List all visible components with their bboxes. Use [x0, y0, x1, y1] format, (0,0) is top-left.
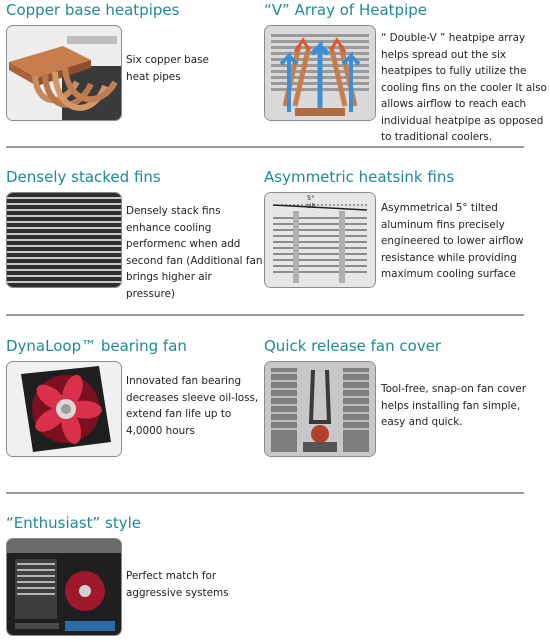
feature-title: DynaLoop™ bearing fan [6, 337, 187, 355]
feature-title: Asymmetric heatsink fins [264, 168, 455, 186]
v-array-airflow-image [264, 25, 376, 121]
section-divider [6, 492, 524, 494]
feature-description: Densely stack fins enhance cooling performenc when add second fan (Additional fan brings higher air pressure) [126, 205, 263, 300]
feature-title: “Enthusiast” style [6, 514, 142, 532]
stacked-fins-image [6, 192, 122, 288]
feature-description: Asymmetrical 5° tilted aluminum fins precisely engineered to lower airflow resistance while providing maximum cooling surface [381, 202, 524, 280]
feature-title: Copper base heatpipes [6, 1, 180, 19]
feature-description: Perfect match for aggressive systems [126, 570, 229, 599]
pc-case-image [6, 538, 122, 636]
feature-title: Densely stacked fins [6, 168, 161, 186]
feature-title: “V” Array of Heatpipe [264, 1, 427, 19]
red-fan-image [6, 361, 122, 457]
feature-description: Six copper base heat pipes [126, 54, 209, 83]
feature-description: Innovated fan bearing decreases sleeve oil-loss, extend fan life up to 4,0000 hours [126, 375, 259, 437]
section-divider [6, 314, 524, 316]
feature-title: Quick release fan cover [264, 337, 442, 355]
section-divider [6, 146, 524, 148]
tilted-fins-image [264, 192, 376, 288]
tilt-label: 5° tilt [307, 194, 316, 210]
feature-description: Tool-free, snap-on fan cover helps installing fan simple, easy and quick. [381, 383, 526, 428]
copper-heatpipes-image [6, 25, 122, 121]
feature-description: “ Double-V ” heatpipe array helps spread out the six heatpipes to fully utilize the cooling fins on the cooler It also allows airflow to reach each individual heatpipe as opposed to traditional coolers. [381, 32, 547, 143]
fan-clip-image [264, 361, 376, 457]
